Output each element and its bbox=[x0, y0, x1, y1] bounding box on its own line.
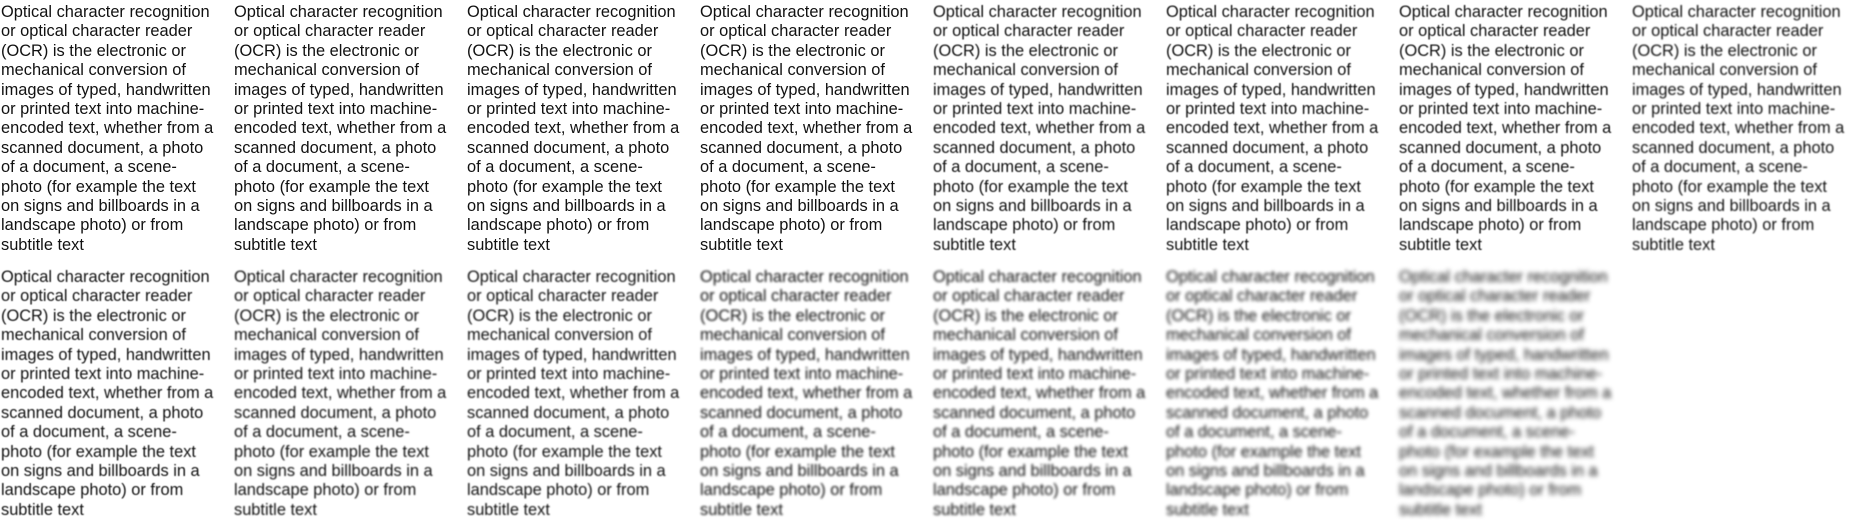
text-sample-4: Optical character recognition or optical character reader (OCR) is the electronic or mechanical conversion of images of typed, handwritten or printed text into machine- encoded text, whether from a scanned document, a photo of a document, a scene- photo (for example the text on signs and billboards in a landscape photo) or from subtitle text bbox=[700, 3, 913, 254]
text-sample-12: Optical character recognition or optical character reader (OCR) is the electronic or mechanical conversion of images of typed, handwritten or printed text into machine- encoded text, whether from a scanned document, a photo of a document, a scene- photo (for example the text on signs and billboards in a landscape photo) or from subtitle text bbox=[700, 268, 913, 519]
text-sample-3: Optical character recognition or optical character reader (OCR) is the electronic or mechanical conversion of images of typed, handwritten or printed text into machine- encoded text, whether from a scanned document, a photo of a document, a scene- photo (for example the text on signs and billboards in a landscape photo) or from subtitle text bbox=[467, 3, 680, 254]
text-sample-13: Optical character recognition or optical character reader (OCR) is the electronic or mechanical conversion of images of typed, handwritten or printed text into machine- encoded text, whether from a scanned document, a photo of a document, a scene- photo (for example the text on signs and billboards in a landscape photo) or from subtitle text bbox=[933, 268, 1146, 519]
text-sample-5: Optical character recognition or optical character reader (OCR) is the electronic or mechanical conversion of images of typed, handwritten or printed text into machine- encoded text, whether from a scanned document, a photo of a document, a scene- photo (for example the text on signs and billboards in a landscape photo) or from subtitle text bbox=[933, 3, 1146, 254]
text-sample-11: Optical character recognition or optical character reader (OCR) is the electronic or mechanical conversion of images of typed, handwritten or printed text into machine- encoded text, whether from a scanned document, a photo of a document, a scene- photo (for example the text on signs and billboards in a landscape photo) or from subtitle text bbox=[467, 268, 680, 519]
text-sample-15: Optical character recognition or optical character reader (OCR) is the electronic or mechanical conversion of images of typed, handwritten or printed text into machine- encoded text, whether from a scanned document, a photo of a document, a scene- photo (for example the text on signs and billboards in a landscape photo) or from subtitle text bbox=[1399, 268, 1612, 519]
text-sample-7: Optical character recognition or optical character reader (OCR) is the electronic or mechanical conversion of images of typed, handwritten or printed text into machine- encoded text, whether from a scanned document, a photo of a document, a scene- photo (for example the text on signs and billboards in a landscape photo) or from subtitle text bbox=[1399, 3, 1612, 254]
text-sample-1: Optical character recognition or optical character reader (OCR) is the electronic or mechanical conversion of images of typed, handwritten or printed text into machine- encoded text, whether from a scanned document, a photo of a document, a scene- photo (for example the text on signs and billboards in a landscape photo) or from subtitle text bbox=[1, 3, 214, 254]
text-sample-2: Optical character recognition or optical character reader (OCR) is the electronic or mechanical conversion of images of typed, handwritten or printed text into machine- encoded text, whether from a scanned document, a photo of a document, a scene- photo (for example the text on signs and billboards in a landscape photo) or from subtitle text bbox=[234, 3, 447, 254]
text-sample-8: Optical character recognition or optical character reader (OCR) is the electronic or mechanical conversion of images of typed, handwritten or printed text into machine- encoded text, whether from a scanned document, a photo of a document, a scene- photo (for example the text on signs and billboards in a landscape photo) or from subtitle text bbox=[1632, 3, 1845, 254]
text-sample-14: Optical character recognition or optical character reader (OCR) is the electronic or mechanical conversion of images of typed, handwritten or printed text into machine- encoded text, whether from a scanned document, a photo of a document, a scene- photo (for example the text on signs and billboards in a landscape photo) or from subtitle text bbox=[1166, 268, 1379, 519]
text-sample-10: Optical character recognition or optical character reader (OCR) is the electronic or mechanical conversion of images of typed, handwritten or printed text into machine- encoded text, whether from a scanned document, a photo of a document, a scene- photo (for example the text on signs and billboards in a landscape photo) or from subtitle text bbox=[234, 268, 447, 519]
text-sample-9: Optical character recognition or optical character reader (OCR) is the electronic or mechanical conversion of images of typed, handwritten or printed text into machine- encoded text, whether from a scanned document, a photo of a document, a scene- photo (for example the text on signs and billboards in a landscape photo) or from subtitle text bbox=[1, 268, 214, 519]
text-sample-6: Optical character recognition or optical character reader (OCR) is the electronic or mechanical conversion of images of typed, handwritten or printed text into machine- encoded text, whether from a scanned document, a photo of a document, a scene- photo (for example the text on signs and billboards in a landscape photo) or from subtitle text bbox=[1166, 3, 1379, 254]
